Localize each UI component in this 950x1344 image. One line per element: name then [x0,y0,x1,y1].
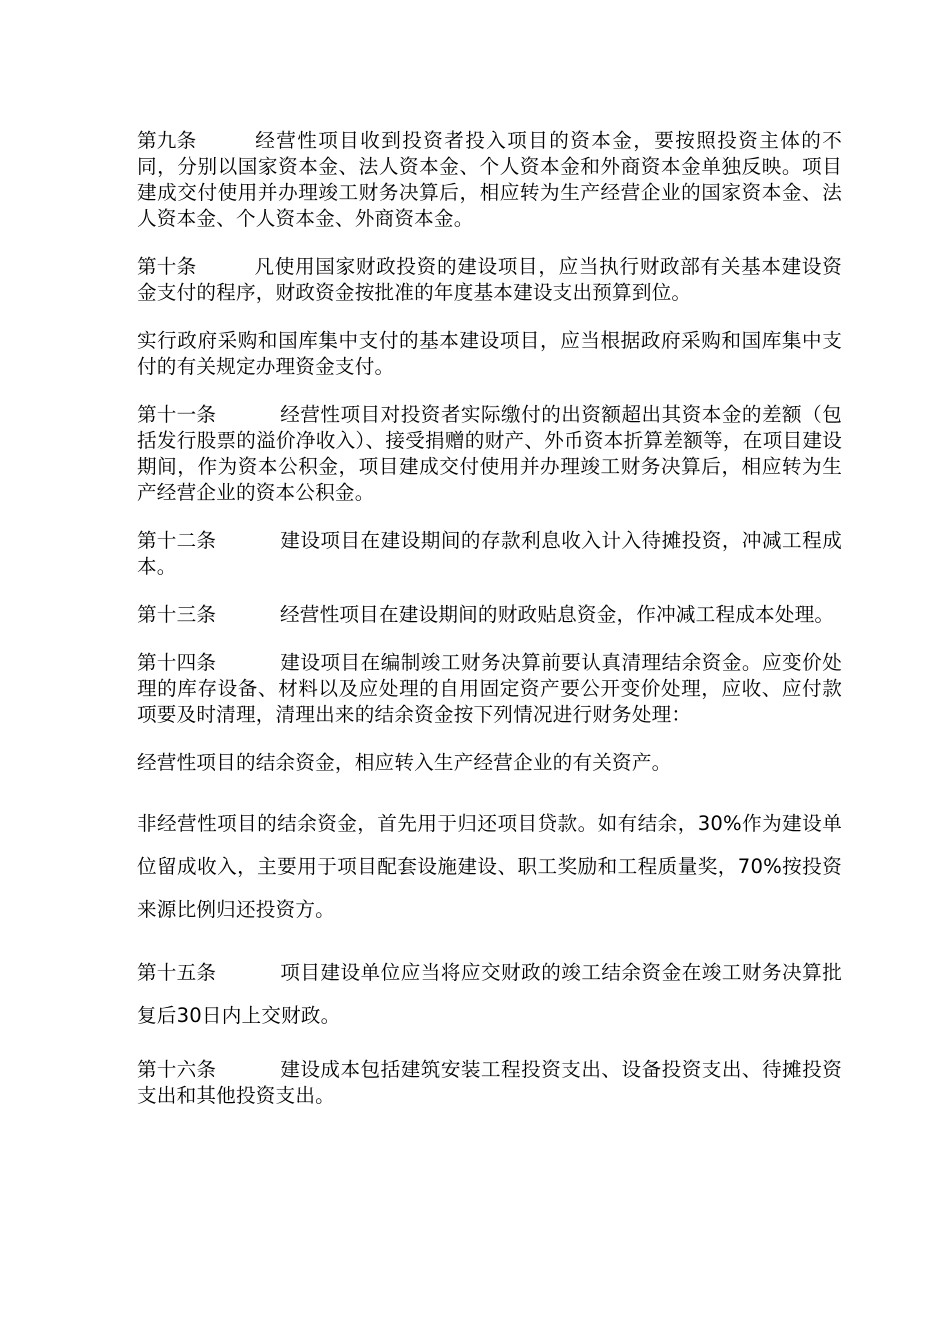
article-9 [137,128,842,232]
article-12 [137,528,842,580]
article-text: 建设项目在建设期间的存款利息收入计入待摊投资，冲减工程成本。 [137,529,842,578]
article-14 [137,650,842,728]
paragraph-nonoperating-surplus [137,802,842,931]
paragraph-text: 实行政府采购和国库集中支付的基本建设项目，应当根据政府采购和国库集中支付的有关规定办理资金支付。 [137,329,842,378]
article-label: 第九条 [137,129,197,152]
article-11 [137,402,842,506]
article-label: 第十二条 [137,529,217,552]
article-label: 第十条 [137,255,197,278]
paragraph-text: 非经营性项目的结余资金，首先用于归还项目贷款。如有结余，30%作为建设单位留成收入，主要用于项目配套设施建设、职工奖励和工程质量奖，70%按投资来源比例归还投资方。 [137,812,842,921]
article-text: 建设项目在编制竣工财务决算前要认真清理结余资金。应变价处理的库存设备、材料以及应处理的自用固定资产要公开变价处理，应收、应付款项要及时清理，清理出来的结余资金按下列情况进行财务处理： [137,651,842,726]
article-label: 第十六条 [137,1058,217,1081]
article-13 [137,602,842,628]
article-label: 第十四条 [137,651,217,674]
article-label: 第十五条 [137,961,217,984]
article-text: 经营性项目在建设期间的财政贴息资金，作冲减工程成本处理。 [280,603,835,626]
article-text: 凡使用国家财政投资的建设项目，应当执行财政部有关基本建设资金支付的程序，财政资金按批准的年度基本建设支出预算到位。 [137,255,842,304]
article-15 [137,951,842,1037]
article-text: 建设成本包括建筑安装工程投资支出、设备投资支出、待摊投资支出和其他投资支出。 [137,1058,842,1107]
paragraph-operating-surplus [137,750,842,776]
paragraph-text: 经营性项目的结余资金，相应转入生产经营企业的有关资产。 [137,751,672,774]
article-text: 经营性项目对投资者实际缴付的出资额超出其资本金的差额（包括发行股票的溢价净收入）、接受捐赠的财产、外币资本折算差额等，在项目建设期间，作为资本公积金，项目建成交付使用并办理竣工财务决算后，相应转为生产经营企业的资本公积金。 [137,403,842,504]
article-text: 经营性项目收到投资者投入项目的资本金，要按照投资主体的不同，分别以国家资本金、法人资本金、个人资本金和外商资本金单独反映。项目建成交付使用并办理竣工财务决算后，相应转为生产经营企业的国家资本金、法人资本金、个人资本金、外商资本金。 [137,129,842,230]
article-label: 第十三条 [137,603,217,626]
article-label: 第十一条 [137,403,217,426]
paragraph-government-procurement [137,328,842,380]
article-10 [137,254,842,306]
document-body [137,128,842,1109]
article-16 [137,1057,842,1109]
article-text: 项目建设单位应当将应交财政的竣工结余资金在竣工财务决算批复后30日内上交财政。 [137,961,842,1027]
